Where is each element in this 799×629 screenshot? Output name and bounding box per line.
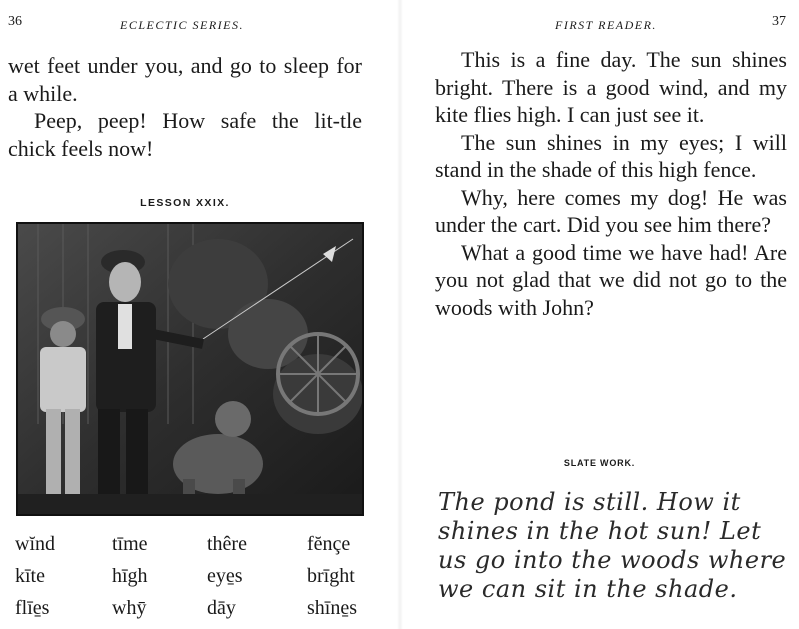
word-list-item: wĭnd: [15, 533, 55, 555]
word-list-item: brīght: [307, 565, 355, 587]
page-text: [435, 46, 787, 321]
paragraph: wet feet under you, and go to sleep for a while.: [8, 53, 362, 106]
word-list-item: fĕnçe: [307, 533, 351, 555]
right-page: [400, 0, 799, 629]
paragraph: Why, here comes my dog! He was under the cart. Did you see him there?: [435, 184, 787, 237]
page-number: 37: [772, 14, 786, 29]
word-list-item: tīme: [112, 533, 148, 555]
illustration-boys-with-kite: [16, 222, 364, 516]
word-list-item: kīte: [15, 565, 45, 587]
slate-work-script: [438, 488, 788, 604]
slate-line: we can sit in the shade.: [438, 575, 738, 603]
running-head: ECLECTIC SERIES.: [120, 18, 245, 32]
word-list-item: eye̱s: [207, 565, 243, 587]
page-text: [8, 52, 362, 162]
word-list-item: flīe̱s: [15, 597, 50, 619]
word-list-item: thêre: [207, 533, 247, 555]
word-list-item: shīne̱s: [307, 597, 357, 619]
running-head: FIRST READER.: [555, 18, 657, 32]
paragraph: This is a fine day. The sun shines bright. There is a good wind, and my kite flies high. I can just see it.: [435, 47, 787, 127]
slate-line: us go into the woods where: [438, 546, 787, 574]
page-number: 36: [8, 14, 22, 29]
slate-line: shines in the hot sun! Let: [438, 517, 762, 545]
slate-line: The pond is still. How it: [438, 488, 741, 516]
section-title: SLATE WORK.: [563, 458, 636, 468]
lesson-title: LESSON XXIX.: [140, 197, 230, 209]
word-list-item: dāy: [207, 597, 236, 619]
word-list-item: hīgh: [112, 565, 148, 587]
paragraph: Peep, peep! How safe the lit-tle chick feels now!: [8, 108, 362, 161]
word-list: [15, 530, 375, 622]
word-list-item: whȳ: [112, 597, 147, 619]
paragraph: The sun shines in my eyes; I will stand in the shade of this high fence.: [435, 129, 787, 182]
paragraph: What a good time we have had! Are you not glad that we did not go to the woods with John?: [435, 239, 787, 320]
